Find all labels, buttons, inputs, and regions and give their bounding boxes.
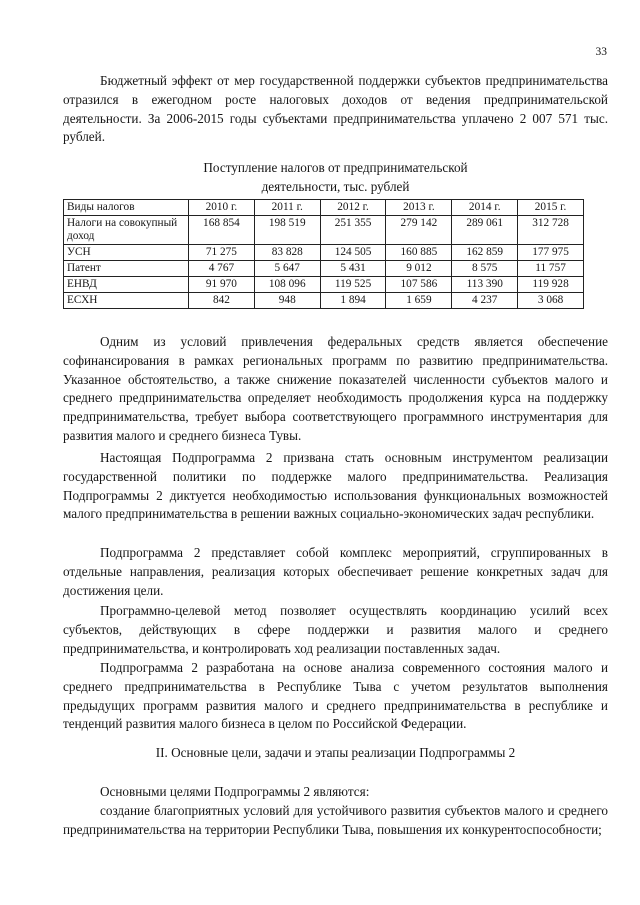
goal-item-1: создание благоприятных условий для устойчивого развития субъектов малого и среднего предпринимательства на территории Республики Тыва, повышения их конкурентоспособности; bbox=[63, 803, 608, 837]
table-cell: 3 068 bbox=[518, 293, 584, 309]
table-cell: 124 505 bbox=[320, 245, 386, 261]
table-cell-label: УСН bbox=[64, 245, 189, 261]
table-row bbox=[64, 245, 584, 261]
table-header-2013: 2013 г. bbox=[386, 200, 452, 216]
paragraph-federal-funds: Одним из условий привлечения федеральных средств является обеспечение софинансирования в рамках региональных программ по развитию предпринимательства. Указанное обстоятельство, а также снижение показателей численности субъектов малого и среднего предпринимательства определяет необходимость продолжения курса на поддержку предпринимательства, требует выбора соответствующего программного инструментария для развития малого и среднего бизнеса Тувы. bbox=[63, 334, 608, 443]
table-cell: 107 586 bbox=[386, 277, 452, 293]
table-cell: 83 828 bbox=[254, 245, 320, 261]
table-header-2010: 2010 г. bbox=[189, 200, 255, 216]
table-row bbox=[64, 261, 584, 277]
table-caption-line-2: деятельности, тыс. рублей bbox=[261, 179, 410, 194]
table-cell: 4 237 bbox=[452, 293, 518, 309]
table-cell: 5 431 bbox=[320, 261, 386, 277]
table-header-2011: 2011 г. bbox=[254, 200, 320, 216]
table-row bbox=[64, 216, 584, 245]
table-caption-line-1: Поступление налогов от предпринимательской bbox=[203, 160, 468, 175]
table-header-tax-type: Виды налогов bbox=[64, 200, 189, 216]
table-cell: 5 647 bbox=[254, 261, 320, 277]
table-cell: 113 390 bbox=[452, 277, 518, 293]
table-cell: 8 575 bbox=[452, 261, 518, 277]
table-cell: 948 bbox=[254, 293, 320, 309]
table-cell-label: ЕНВД bbox=[64, 277, 189, 293]
table-row bbox=[64, 293, 584, 309]
table-cell: 198 519 bbox=[254, 216, 320, 245]
table-cell: 160 885 bbox=[386, 245, 452, 261]
tax-table bbox=[63, 199, 584, 309]
paragraph-subprogram-purpose: Настоящая Подпрограмма 2 призвана стать основным инструментом реализации государственной политики по поддержке малого предпринимательства. Реализация Подпрограммы 2 диктуется необходимостью использования функциональных возможностей малого предпринимательства в решении важных социально-экономических задач республики. bbox=[63, 450, 608, 522]
table-row bbox=[64, 277, 584, 293]
table-header-2014: 2014 г. bbox=[452, 200, 518, 216]
table-cell: 168 854 bbox=[189, 216, 255, 245]
table-cell: 119 525 bbox=[320, 277, 386, 293]
goals-intro: Основными целями Подпрограммы 2 являются: bbox=[100, 784, 370, 799]
table-cell: 162 859 bbox=[452, 245, 518, 261]
table-cell: 108 096 bbox=[254, 277, 320, 293]
table-cell: 1 894 bbox=[320, 293, 386, 309]
table-header-row bbox=[64, 200, 584, 216]
table-cell: 279 142 bbox=[386, 216, 452, 245]
table-header-2012: 2012 г. bbox=[320, 200, 386, 216]
table-cell: 4 767 bbox=[189, 261, 255, 277]
table-cell: 312 728 bbox=[518, 216, 584, 245]
table-cell: 91 970 bbox=[189, 277, 255, 293]
table-cell-label: Патент bbox=[64, 261, 189, 277]
paragraph-subprogram-basis: Подпрограмма 2 разработана на основе анализа современного состояния малого и среднего предпринимательства в Республике Тыва с учетом результатов выполнения предыдущих программ развития малого и среднего предпринимательства в республике и тенденций развития малого бизнеса в целом по Российской Федерации. bbox=[63, 660, 608, 732]
page-number: 33 bbox=[595, 46, 607, 58]
table-cell: 71 275 bbox=[189, 245, 255, 261]
table-cell: 1 659 bbox=[386, 293, 452, 309]
paragraph-program-method: Программно-целевой метод позволяет осуществлять координацию усилий всех субъектов, действующих в сфере поддержки и развития малого и среднего предпринимательства, и контролировать ход реализации поставленных задач. bbox=[63, 603, 608, 656]
table-cell: 177 975 bbox=[518, 245, 584, 261]
table-cell: 289 061 bbox=[452, 216, 518, 245]
table-header-2015: 2015 г. bbox=[518, 200, 584, 216]
intro-paragraph: Бюджетный эффект от мер государственной поддержки субъектов предпринимательства отразился в ежегодном росте налоговых доходов от ведения предпринимательской деятельности. За 2006-2015 годы субъектами предпринимательства уплачено 2 007 571 тыс. рублей. bbox=[63, 73, 608, 145]
paragraph-subprogram-structure: Подпрограмма 2 представляет собой комплекс мероприятий, сгруппированных в отдельные направления, реализация которых обеспечивает решение конкретных задач для достижения цели. bbox=[63, 545, 608, 598]
table-caption bbox=[63, 158, 608, 196]
table-cell-label: ЕСХН bbox=[64, 293, 189, 309]
table-cell: 842 bbox=[189, 293, 255, 309]
table-cell: 9 012 bbox=[386, 261, 452, 277]
table-cell: 119 928 bbox=[518, 277, 584, 293]
table-cell: 251 355 bbox=[320, 216, 386, 245]
table-cell-label: Налоги на совокупный доход bbox=[64, 216, 189, 245]
table-cell: 11 757 bbox=[518, 261, 584, 277]
section-heading: II. Основные цели, задачи и этапы реализации Подпрограммы 2 bbox=[155, 745, 516, 760]
